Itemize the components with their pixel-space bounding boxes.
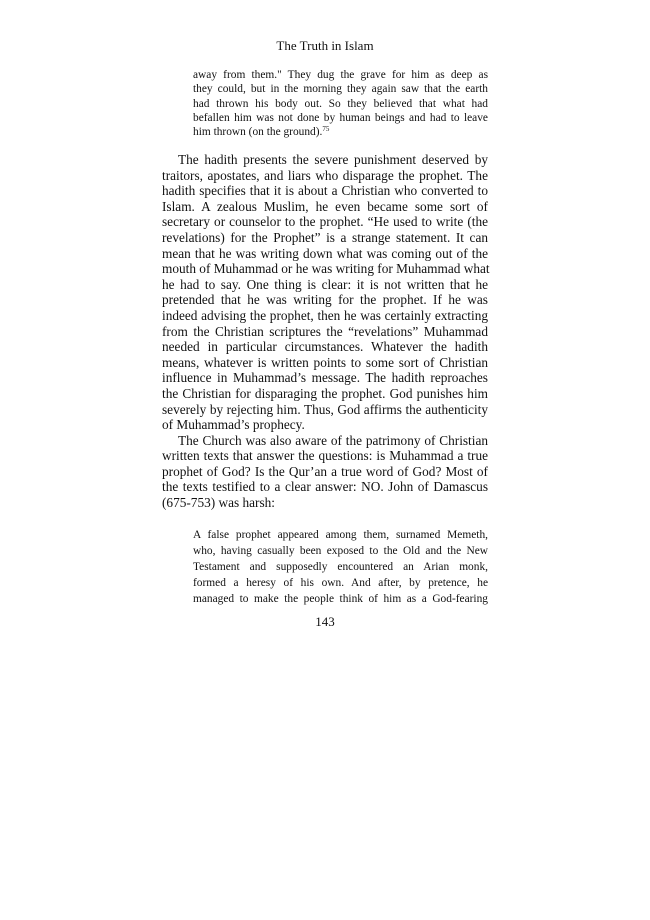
- body-line: from the Christian scriptures the “revelations” Muhammad: [162, 323, 488, 339]
- body-line: (675-753) was harsh:: [162, 495, 275, 511]
- body-line: The hadith presents the severe punishment deserved by: [178, 152, 488, 167]
- quote-line: formed a heresy of his own. And after, by pretence, he: [193, 577, 488, 589]
- quote-line: they could, but in the morning they again saw that the earth: [193, 83, 488, 96]
- quote-line: away from them." They dug the grave for him as deep as: [193, 69, 488, 81]
- page-number: 143: [315, 614, 335, 629]
- body-line: prophet of God? Is the Qur’an a true word of God? Most of: [162, 463, 488, 479]
- body-line: of Muhammad’s prophecy.: [162, 417, 305, 433]
- body-line: the Christian for disparaging the prophet. God punishes him: [162, 385, 488, 401]
- body-text: [162, 152, 488, 511]
- quote-line: had thrown his body out. So they believed that what had: [193, 97, 488, 110]
- block-quote-2: [193, 527, 488, 607]
- body-line: The Church was also aware of the patrimony of Christian: [178, 432, 488, 448]
- body-line: needed in particular circumstances. Whatever the hadith: [162, 339, 488, 355]
- footnote-ref: 75: [322, 125, 330, 134]
- body-line: he had to say. One thing is clear: it is not written that he: [162, 276, 488, 292]
- quote-line: befallen him was not done by human beings and had to leave: [193, 111, 488, 124]
- body-line: hadith specifies that it is about a Christian who converted to: [162, 183, 488, 199]
- body-line: pretended that he was writing for the prophet. If he was: [162, 292, 488, 308]
- body-line: mouth of Muhammad or he was writing for Muhammad what: [162, 261, 490, 277]
- body-line: influence in Muhammad’s message. The hadith reproaches: [162, 370, 488, 386]
- body-line: written texts that answer the questions: is Muhammad a true: [162, 448, 488, 464]
- running-header: The Truth in Islam: [276, 38, 374, 53]
- body-line: secretary or counselor to the prophet. “He used to write (the: [162, 214, 488, 230]
- body-line: revelations) for the Prophet” is a strange statement. It can: [162, 229, 488, 245]
- quote-text: him thrown (on the ground).: [193, 126, 323, 139]
- body-line: severely by rejecting him. Thus, God affirms the authenticity: [162, 401, 488, 417]
- quote-line: who, having casually been exposed to the Old and the New: [193, 545, 488, 557]
- quote-line: Testament and supposedly encountered an Arian monk,: [193, 561, 488, 573]
- body-line: Islam. A zealous Muslim, he even became some sort of: [162, 198, 488, 214]
- block-quote-1: [193, 68, 488, 139]
- body-line: mean that he was writing down what was coming out of the: [162, 245, 488, 261]
- body-line: means, whatever is written points to some sort of Christian: [162, 354, 488, 370]
- quote-line: [193, 125, 488, 139]
- body-line: the texts testified to a clear answer: NO. John of Damascus: [162, 479, 488, 495]
- body-line: indeed advising the prophet, then he was certainly extracting: [162, 307, 488, 323]
- body-line: traitors, apostates, and liars who disparage the prophet. The: [162, 167, 488, 183]
- quote-line: A false prophet appeared among them, surnamed Memeth,: [193, 529, 488, 541]
- quote-line: managed to make the people think of him as a God-fearing: [193, 593, 488, 605]
